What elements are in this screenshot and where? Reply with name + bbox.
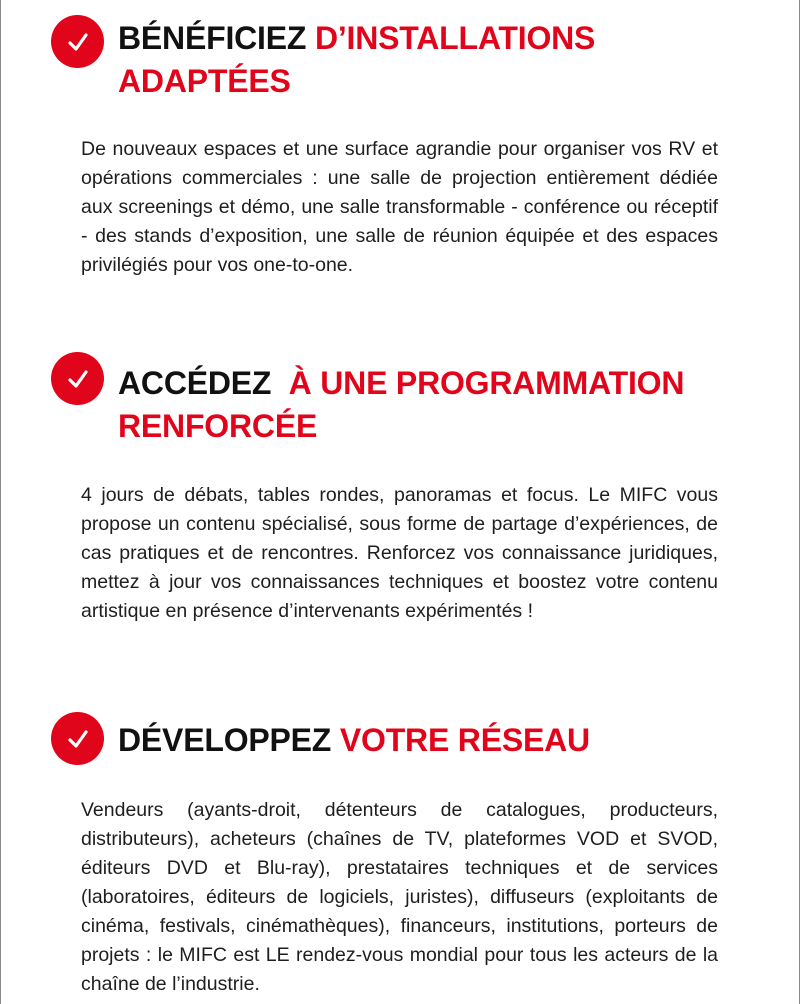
heading-black-text: ACCÉDEZ [118, 365, 272, 401]
section-heading [118, 719, 590, 762]
heading-red-text: VOTRE RÉSEAU [339, 722, 590, 758]
heading-red-text-line2: RENFORCÉE [118, 408, 318, 444]
checkmark-icon [51, 712, 104, 765]
heading-black-text: BÉNÉFICIEZ [118, 20, 307, 56]
section-body: Vendeurs (ayants-droit, détenteurs de catalogues, producteurs, distributeurs), acheteurs (chaînes de TV, plateformes VOD et SVOD, éditeurs DVD et Blu-ray), prestataires techniques et de services (laboratoires, éditeurs de logiciels, juristes), diffuseurs (exploitants de cinéma, festivals, cinémathèques), financeurs, institutions, porteurs de projets : le MIFC est LE rendez-vous mondial pour tous les acteurs de la chaîne de l’industrie. [81, 799, 718, 995]
section-heading [118, 362, 684, 448]
heading-red-text: À UNE PROGRAMMATION [288, 365, 685, 401]
section-heading [118, 17, 595, 103]
section-body: De nouveaux espaces et une surface agrandie pour organiser vos RV et opérations commerciales : une salle de projection entièrement dédiée aux screenings et démo, une salle transformable - conférence ou réceptif - des stands d’exposition, une salle de réunion équipée et des espaces privilégiés pour vos one-to-one. [81, 138, 718, 276]
heading-red-text: D’INSTALLATIONS [314, 20, 596, 56]
checkmark-icon [51, 352, 104, 405]
checkmark-icon [51, 15, 104, 68]
section-body: 4 jours de débats, tables rondes, panoramas et focus. Le MIFC vous propose un contenu spécialisé, sous forme de partage d’expériences, de cas pratiques et de rencontres. Renforcez vos connaissance juridiques, mettez à jour vos connaissances techniques et boostez votre contenu artistique en présence d’intervenants expérimentés ! [81, 484, 718, 622]
heading-black-text: DÉVELOPPEZ [118, 722, 332, 758]
heading-red-text-line2: ADAPTÉES [118, 63, 291, 99]
